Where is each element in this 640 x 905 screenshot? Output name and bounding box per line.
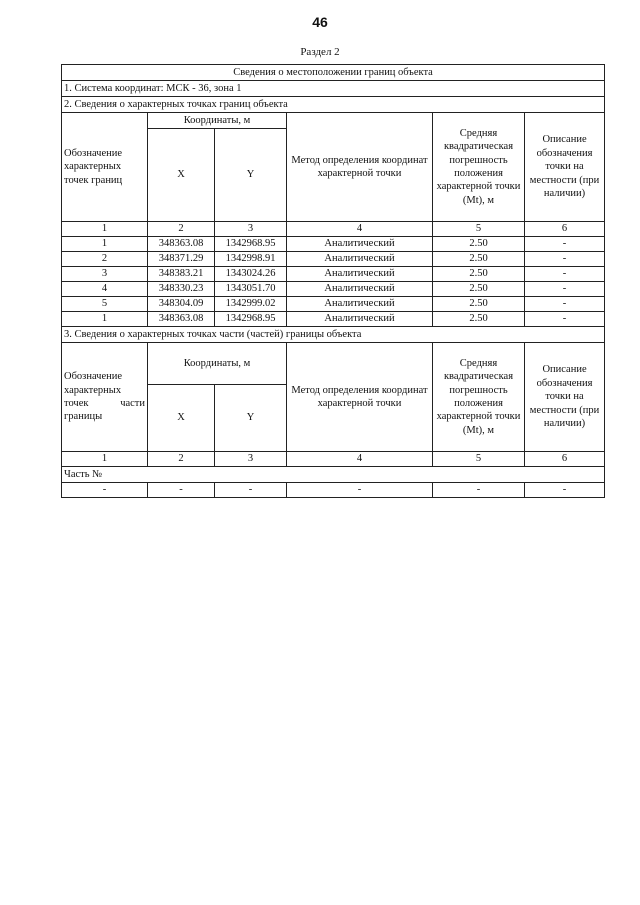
table-row xyxy=(62,252,605,267)
error-cell: 2.50 xyxy=(433,237,525,252)
y-cell: 1343024.26 xyxy=(215,267,287,282)
x-cell: 348304.09 xyxy=(148,297,215,312)
col-number: 2 xyxy=(148,452,215,467)
error-cell: 2.50 xyxy=(433,297,525,312)
section-label: Раздел 2 xyxy=(300,46,340,58)
y-cell: 1342999.02 xyxy=(215,297,287,312)
desc-cell: - xyxy=(525,312,605,327)
desc-cell: - xyxy=(525,297,605,312)
y-cell: 1343051.70 xyxy=(215,282,287,297)
col-header-part-point xyxy=(62,343,148,452)
method-cell: Аналитический xyxy=(287,282,433,297)
method-cell: Аналитический xyxy=(287,267,433,282)
col-number: 4 xyxy=(287,222,433,237)
point-cell: 5 xyxy=(62,297,148,312)
desc-cell: - xyxy=(525,267,605,282)
error-cell: 2.50 xyxy=(433,282,525,297)
table-row xyxy=(62,237,605,252)
col-number: 5 xyxy=(433,452,525,467)
method-cell: Аналитический xyxy=(287,237,433,252)
table-row xyxy=(62,312,605,327)
point-cell: 4 xyxy=(62,282,148,297)
col-header-y: Y xyxy=(215,129,287,222)
empty-cell: - xyxy=(287,483,433,498)
col-header-coords: Координаты, м xyxy=(148,343,287,385)
desc-cell: - xyxy=(525,237,605,252)
col-header-x: X xyxy=(148,385,215,452)
part-point-line: Обозначение xyxy=(64,371,123,383)
empty-cell: - xyxy=(62,483,148,498)
error-cell: 2.50 xyxy=(433,252,525,267)
x-cell: 348371.29 xyxy=(148,252,215,267)
point-cell: 1 xyxy=(62,237,148,252)
y-cell: 1342998.91 xyxy=(215,252,287,267)
method-cell: Аналитический xyxy=(287,312,433,327)
error-cell: 2.50 xyxy=(433,267,525,282)
coord-system: 1. Система координат: МСК - 36, зона 1 xyxy=(62,81,605,97)
col-number: 6 xyxy=(525,222,605,237)
table-row xyxy=(62,267,605,282)
table-row xyxy=(62,282,605,297)
col-number: 1 xyxy=(62,222,148,237)
col-number: 3 xyxy=(215,452,287,467)
col-number: 5 xyxy=(433,222,525,237)
part-point-line: точек части xyxy=(64,398,145,409)
col-header-desc: Описание обозначения точки на местности (при наличии) xyxy=(525,343,605,452)
section2-title: 2. Сведения о характерных точках границ объекта xyxy=(62,97,605,113)
col-header-coords: Координаты, м xyxy=(148,113,287,129)
col-number: 6 xyxy=(525,452,605,467)
x-cell: 348363.08 xyxy=(148,237,215,252)
col-header-error: Средняя квадратическая погрешность положения характерной точки (Mt), м xyxy=(433,343,525,452)
y-cell: 1342968.95 xyxy=(215,312,287,327)
col-header-method: Метод определения координат характерной точки xyxy=(287,343,433,452)
col-number: 1 xyxy=(62,452,148,467)
col-header-desc: Описание обозначения точки на местности (при наличии) xyxy=(525,113,605,222)
col-header-x: X xyxy=(148,129,215,222)
point-cell: 3 xyxy=(62,267,148,282)
section3-title: 3. Сведения о характерных точках части (частей) границы объекта xyxy=(62,327,605,343)
table-row xyxy=(62,297,605,312)
empty-cell: - xyxy=(525,483,605,498)
x-cell: 348383.21 xyxy=(148,267,215,282)
x-cell: 348363.08 xyxy=(148,312,215,327)
col-header-y: Y xyxy=(215,385,287,452)
y-cell: 1342968.95 xyxy=(215,237,287,252)
page-number: 46 xyxy=(312,14,328,30)
col-header-point: Обозначение характерных точек границ xyxy=(62,113,148,222)
empty-cell: - xyxy=(148,483,215,498)
empty-cell: - xyxy=(215,483,287,498)
table-row xyxy=(62,483,605,498)
table-title: Сведения о местоположении границ объекта xyxy=(62,65,605,81)
method-cell: Аналитический xyxy=(287,297,433,312)
desc-cell: - xyxy=(525,252,605,267)
col-number: 2 xyxy=(148,222,215,237)
desc-cell: - xyxy=(525,282,605,297)
part-point-line: границы xyxy=(64,411,103,423)
part-point-line: характерных xyxy=(64,384,122,396)
boundary-table xyxy=(61,64,605,498)
error-cell: 2.50 xyxy=(433,312,525,327)
point-cell: 2 xyxy=(62,252,148,267)
part-label: Часть № xyxy=(62,467,605,483)
method-cell: Аналитический xyxy=(287,252,433,267)
col-number: 3 xyxy=(215,222,287,237)
col-number: 4 xyxy=(287,452,433,467)
x-cell: 348330.23 xyxy=(148,282,215,297)
col-header-error: Средняя квадратическая погрешность положения характерной точки (Mt), м xyxy=(433,113,525,222)
point-cell: 1 xyxy=(62,312,148,327)
empty-cell: - xyxy=(433,483,525,498)
col-header-method: Метод определения координат характерной точки xyxy=(287,113,433,222)
